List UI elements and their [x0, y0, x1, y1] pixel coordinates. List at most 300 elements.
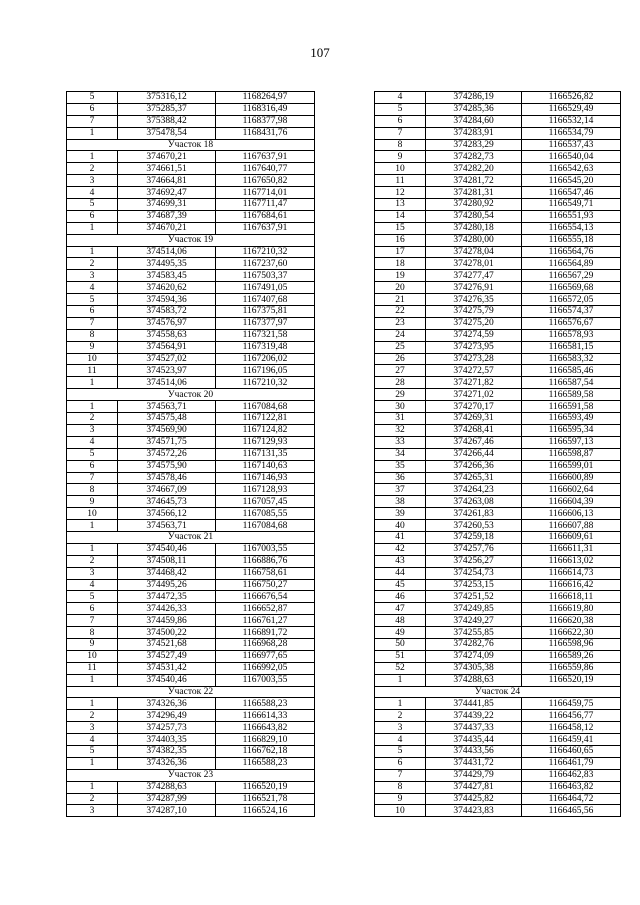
- y-coordinate: 1166609,61: [522, 531, 621, 543]
- x-coordinate: 374468,42: [118, 567, 216, 579]
- table-row: [375, 734, 621, 746]
- point-number: 8: [67, 627, 118, 639]
- point-number: 1: [67, 543, 118, 555]
- x-coordinate: 374527,49: [118, 650, 216, 662]
- table-row: [375, 282, 621, 294]
- point-number: 46: [375, 591, 426, 603]
- x-coordinate: 374620,62: [118, 282, 216, 294]
- table-row: [375, 496, 621, 508]
- section-header-row: [375, 686, 621, 698]
- y-coordinate: 1166607,88: [522, 520, 621, 532]
- table-row: [375, 377, 621, 389]
- point-number: 4: [67, 734, 118, 746]
- x-coordinate: 374441,85: [426, 698, 522, 710]
- point-number: 4: [67, 436, 118, 448]
- y-coordinate: 1166554,13: [522, 222, 621, 234]
- table-row: [67, 115, 315, 127]
- y-coordinate: 1166611,31: [522, 543, 621, 555]
- y-coordinate: 1166591,58: [522, 401, 621, 413]
- point-number: 20: [375, 282, 426, 294]
- x-coordinate: 375388,42: [118, 115, 216, 127]
- point-number: 10: [375, 805, 426, 817]
- point-number: 26: [375, 353, 426, 365]
- x-coordinate: 374271,02: [426, 389, 522, 401]
- point-number: 42: [375, 543, 426, 555]
- table-row: [375, 627, 621, 639]
- x-coordinate: 375285,37: [118, 103, 216, 115]
- table-row: [67, 698, 315, 710]
- x-coordinate: 374426,33: [118, 603, 216, 615]
- x-coordinate: 374566,12: [118, 508, 216, 520]
- x-coordinate: 374275,20: [426, 317, 522, 329]
- table-row: [67, 210, 315, 222]
- y-coordinate: 1167637,91: [216, 151, 315, 163]
- table-row: [375, 555, 621, 567]
- y-coordinate: 1166555,18: [522, 234, 621, 246]
- y-coordinate: 1166613,02: [522, 555, 621, 567]
- point-number: 48: [375, 615, 426, 627]
- x-coordinate: 374523,97: [118, 365, 216, 377]
- y-coordinate: 1166459,75: [522, 698, 621, 710]
- y-coordinate: 1167084,68: [216, 520, 315, 532]
- table-row: [67, 472, 315, 484]
- x-coordinate: 374275,79: [426, 306, 522, 318]
- table-row: [67, 199, 315, 211]
- y-coordinate: 1167684,61: [216, 210, 315, 222]
- point-number: 9: [67, 496, 118, 508]
- x-coordinate: 374270,17: [426, 401, 522, 413]
- x-coordinate: 374670,21: [118, 151, 216, 163]
- table-row: [67, 163, 315, 175]
- point-number: 35: [375, 460, 426, 472]
- table-row: [67, 496, 315, 508]
- x-coordinate: 374254,73: [426, 567, 522, 579]
- point-number: 5: [67, 448, 118, 460]
- point-number: 18: [375, 258, 426, 270]
- y-coordinate: 1166619,80: [522, 603, 621, 615]
- table-row: [67, 508, 315, 520]
- x-coordinate: 374569,90: [118, 424, 216, 436]
- x-coordinate: 374274,59: [426, 329, 522, 341]
- table-row: [375, 413, 621, 425]
- point-number: 7: [67, 472, 118, 484]
- table-row: [67, 436, 315, 448]
- x-coordinate: 374266,36: [426, 460, 522, 472]
- point-number: 29: [375, 389, 426, 401]
- point-number: 37: [375, 484, 426, 496]
- x-coordinate: 374437,33: [426, 722, 522, 734]
- table-row: [67, 662, 315, 674]
- x-coordinate: 374423,83: [426, 805, 522, 817]
- table-row: [67, 365, 315, 377]
- table-row: [67, 543, 315, 555]
- y-coordinate: 1166459,41: [522, 734, 621, 746]
- point-number: 1: [67, 757, 118, 769]
- table-row: [67, 805, 315, 817]
- point-number: 10: [67, 508, 118, 520]
- y-coordinate: 1166534,79: [522, 127, 621, 139]
- x-coordinate: 374276,35: [426, 294, 522, 306]
- table-row: [375, 710, 621, 722]
- table-row: [375, 805, 621, 817]
- x-coordinate: 374288,63: [118, 781, 216, 793]
- point-number: 45: [375, 579, 426, 591]
- x-coordinate: 374283,91: [426, 127, 522, 139]
- point-number: 43: [375, 555, 426, 567]
- table-row: [67, 258, 315, 270]
- point-number: 4: [67, 282, 118, 294]
- y-coordinate: 1166829,10: [216, 734, 315, 746]
- y-coordinate: 1167084,68: [216, 401, 315, 413]
- point-number: 1: [67, 674, 118, 686]
- table-row: [375, 115, 621, 127]
- y-coordinate: 1166572,05: [522, 294, 621, 306]
- table-row: [67, 781, 315, 793]
- y-coordinate: 1166540,04: [522, 151, 621, 163]
- x-coordinate: 374664,81: [118, 175, 216, 187]
- x-coordinate: 374273,28: [426, 353, 522, 365]
- x-coordinate: 374326,36: [118, 698, 216, 710]
- table-row: [375, 222, 621, 234]
- x-coordinate: 374571,75: [118, 436, 216, 448]
- y-coordinate: 1166600,89: [522, 472, 621, 484]
- x-coordinate: 374267,46: [426, 436, 522, 448]
- point-number: 1: [67, 520, 118, 532]
- point-number: 5: [67, 92, 118, 104]
- point-number: 3: [67, 722, 118, 734]
- y-coordinate: 1166599,01: [522, 460, 621, 472]
- y-coordinate: 1166589,58: [522, 389, 621, 401]
- table-row: [67, 591, 315, 603]
- table-row: [375, 127, 621, 139]
- table-row: [375, 424, 621, 436]
- y-coordinate: 1167637,91: [216, 222, 315, 234]
- table-row: [67, 329, 315, 341]
- x-coordinate: 374575,48: [118, 413, 216, 425]
- y-coordinate: 1166886,76: [216, 555, 315, 567]
- x-coordinate: 374459,86: [118, 615, 216, 627]
- y-coordinate: 1168316,49: [216, 103, 315, 115]
- x-coordinate: 374558,63: [118, 329, 216, 341]
- table-row: [67, 341, 315, 353]
- section-header-row: [67, 139, 315, 151]
- x-coordinate: 374687,39: [118, 210, 216, 222]
- table-row: [375, 520, 621, 532]
- x-coordinate: 374583,45: [118, 270, 216, 282]
- table-row: [375, 306, 621, 318]
- table-row: [67, 603, 315, 615]
- x-coordinate: 374692,47: [118, 187, 216, 199]
- y-coordinate: 1167210,32: [216, 246, 315, 258]
- point-number: 16: [375, 234, 426, 246]
- y-coordinate: 1166595,34: [522, 424, 621, 436]
- point-number: 2: [67, 413, 118, 425]
- table-row: [375, 579, 621, 591]
- x-coordinate: 374274,09: [426, 650, 522, 662]
- y-coordinate: 1166549,71: [522, 199, 621, 211]
- x-coordinate: 374521,68: [118, 638, 216, 650]
- y-coordinate: 1166616,42: [522, 579, 621, 591]
- y-coordinate: 1166583,32: [522, 353, 621, 365]
- table-row: [375, 187, 621, 199]
- point-number: 7: [375, 127, 426, 139]
- section-header-row: [67, 531, 315, 543]
- point-number: 3: [67, 805, 118, 817]
- table-row: [67, 793, 315, 805]
- table-row: [67, 424, 315, 436]
- x-coordinate: 374283,29: [426, 139, 522, 151]
- table-row: [67, 401, 315, 413]
- table-row: [375, 769, 621, 781]
- section-title: Участок 19: [67, 234, 315, 246]
- point-number: 28: [375, 377, 426, 389]
- point-number: 6: [67, 603, 118, 615]
- point-number: 4: [67, 579, 118, 591]
- y-coordinate: 1166614,73: [522, 567, 621, 579]
- point-number: 1: [67, 222, 118, 234]
- x-coordinate: 374472,35: [118, 591, 216, 603]
- point-number: 11: [67, 365, 118, 377]
- x-coordinate: 374257,73: [118, 722, 216, 734]
- table-row: [375, 722, 621, 734]
- point-number: 49: [375, 627, 426, 639]
- table-row: [67, 306, 315, 318]
- point-number: 23: [375, 317, 426, 329]
- point-number: 4: [375, 734, 426, 746]
- x-coordinate: 374281,31: [426, 187, 522, 199]
- table-row: [375, 234, 621, 246]
- x-coordinate: 374670,21: [118, 222, 216, 234]
- x-coordinate: 374253,15: [426, 579, 522, 591]
- y-coordinate: 1166578,93: [522, 329, 621, 341]
- point-number: 5: [375, 103, 426, 115]
- y-coordinate: 1166461,79: [522, 757, 621, 769]
- section-title: Участок 18: [67, 139, 315, 151]
- y-coordinate: 1167503,37: [216, 270, 315, 282]
- point-number: 1: [67, 377, 118, 389]
- y-coordinate: 1167057,45: [216, 496, 315, 508]
- y-coordinate: 1166977,65: [216, 650, 315, 662]
- x-coordinate: 374527,02: [118, 353, 216, 365]
- point-number: 7: [375, 769, 426, 781]
- point-number: 5: [67, 294, 118, 306]
- point-number: 8: [375, 139, 426, 151]
- point-number: 19: [375, 270, 426, 282]
- x-coordinate: 374260,53: [426, 520, 522, 532]
- x-coordinate: 374433,56: [426, 745, 522, 757]
- point-number: 2: [67, 258, 118, 270]
- section-title: Участок 23: [67, 769, 315, 781]
- table-row: [375, 781, 621, 793]
- table-row: [375, 472, 621, 484]
- y-coordinate: 1167196,05: [216, 365, 315, 377]
- x-coordinate: 374661,51: [118, 163, 216, 175]
- y-coordinate: 1166458,12: [522, 722, 621, 734]
- section-header-row: [67, 234, 315, 246]
- table-row: [67, 187, 315, 199]
- y-coordinate: 1166614,33: [216, 710, 315, 722]
- x-coordinate: 375316,12: [118, 92, 216, 104]
- x-coordinate: 374249,85: [426, 603, 522, 615]
- x-coordinate: 374699,31: [118, 199, 216, 211]
- x-coordinate: 374280,54: [426, 210, 522, 222]
- x-coordinate: 374257,76: [426, 543, 522, 555]
- table-row: [67, 317, 315, 329]
- y-coordinate: 1166643,82: [216, 722, 315, 734]
- y-coordinate: 1166581,15: [522, 341, 621, 353]
- y-coordinate: 1167146,93: [216, 472, 315, 484]
- table-row: [67, 650, 315, 662]
- y-coordinate: 1166462,83: [522, 769, 621, 781]
- point-number: 9: [67, 341, 118, 353]
- x-coordinate: 374282,73: [426, 151, 522, 163]
- point-number: 25: [375, 341, 426, 353]
- y-coordinate: 1166606,13: [522, 508, 621, 520]
- y-coordinate: 1166593,49: [522, 413, 621, 425]
- table-row: [375, 389, 621, 401]
- point-number: 2: [67, 163, 118, 175]
- y-coordinate: 1167714,01: [216, 187, 315, 199]
- table-row: [375, 401, 621, 413]
- x-coordinate: 374563,71: [118, 401, 216, 413]
- y-coordinate: 1166597,13: [522, 436, 621, 448]
- table-row: [375, 638, 621, 650]
- table-row: [375, 175, 621, 187]
- y-coordinate: 1166588,23: [216, 757, 315, 769]
- point-number: 3: [375, 722, 426, 734]
- point-number: 2: [67, 555, 118, 567]
- point-number: 33: [375, 436, 426, 448]
- x-coordinate: 374531,42: [118, 662, 216, 674]
- table-row: [375, 329, 621, 341]
- x-coordinate: 375478,54: [118, 127, 216, 139]
- table-row: [375, 317, 621, 329]
- x-coordinate: 374278,04: [426, 246, 522, 258]
- y-coordinate: 1167210,32: [216, 377, 315, 389]
- table-row: [375, 294, 621, 306]
- x-coordinate: 374280,00: [426, 234, 522, 246]
- x-coordinate: 374269,31: [426, 413, 522, 425]
- x-coordinate: 374287,10: [118, 805, 216, 817]
- table-row: [67, 448, 315, 460]
- y-coordinate: 1166750,27: [216, 579, 315, 591]
- table-row: [67, 92, 315, 104]
- x-coordinate: 374305,38: [426, 662, 522, 674]
- point-number: 9: [67, 638, 118, 650]
- y-coordinate: 1167321,58: [216, 329, 315, 341]
- y-coordinate: 1166456,77: [522, 710, 621, 722]
- point-number: 17: [375, 246, 426, 258]
- point-number: 6: [67, 210, 118, 222]
- y-coordinate: 1167407,68: [216, 294, 315, 306]
- x-coordinate: 374276,91: [426, 282, 522, 294]
- point-number: 1: [67, 151, 118, 163]
- y-coordinate: 1166576,67: [522, 317, 621, 329]
- y-coordinate: 1166520,19: [522, 674, 621, 686]
- table-row: [375, 270, 621, 282]
- point-number: 6: [67, 306, 118, 318]
- point-number: 22: [375, 306, 426, 318]
- point-number: 7: [67, 115, 118, 127]
- y-coordinate: 1166622,30: [522, 627, 621, 639]
- point-number: 51: [375, 650, 426, 662]
- y-coordinate: 1166520,19: [216, 781, 315, 793]
- point-number: 15: [375, 222, 426, 234]
- x-coordinate: 374439,22: [426, 710, 522, 722]
- table-row: [375, 436, 621, 448]
- y-coordinate: 1166761,27: [216, 615, 315, 627]
- y-coordinate: 1167003,55: [216, 543, 315, 555]
- point-number: 9: [375, 793, 426, 805]
- point-number: 8: [67, 484, 118, 496]
- point-number: 12: [375, 187, 426, 199]
- x-coordinate: 374500,22: [118, 627, 216, 639]
- y-coordinate: 1166460,65: [522, 745, 621, 757]
- point-number: 4: [375, 92, 426, 104]
- table-row: [375, 543, 621, 555]
- x-coordinate: 374288,63: [426, 674, 522, 686]
- x-coordinate: 374272,57: [426, 365, 522, 377]
- x-coordinate: 374281,72: [426, 175, 522, 187]
- point-number: 2: [67, 793, 118, 805]
- page-number: 107: [310, 45, 330, 60]
- y-coordinate: 1166537,43: [522, 139, 621, 151]
- point-number: 10: [375, 163, 426, 175]
- section-header-row: [67, 686, 315, 698]
- y-coordinate: 1166992,05: [216, 662, 315, 674]
- y-coordinate: 1166604,39: [522, 496, 621, 508]
- x-coordinate: 374251,52: [426, 591, 522, 603]
- y-coordinate: 1166652,87: [216, 603, 315, 615]
- y-coordinate: 1166602,64: [522, 484, 621, 496]
- point-number: 11: [67, 662, 118, 674]
- point-number: 5: [67, 745, 118, 757]
- x-coordinate: 374296,49: [118, 710, 216, 722]
- table-row: [375, 508, 621, 520]
- table-row: [67, 745, 315, 757]
- y-coordinate: 1167128,93: [216, 484, 315, 496]
- table-row: [375, 662, 621, 674]
- table-row: [67, 757, 315, 769]
- table-row: [67, 127, 315, 139]
- x-coordinate: 374427,81: [426, 781, 522, 793]
- y-coordinate: 1166465,56: [522, 805, 621, 817]
- table-row: [67, 222, 315, 234]
- table-row: [67, 638, 315, 650]
- y-coordinate: 1166968,28: [216, 638, 315, 650]
- y-coordinate: 1167640,77: [216, 163, 315, 175]
- point-number: 9: [375, 151, 426, 163]
- point-number: 40: [375, 520, 426, 532]
- x-coordinate: 374261,83: [426, 508, 522, 520]
- y-coordinate: 1166559,86: [522, 662, 621, 674]
- y-coordinate: 1168431,76: [216, 127, 315, 139]
- x-coordinate: 374282,76: [426, 638, 522, 650]
- y-coordinate: 1168377,98: [216, 115, 315, 127]
- point-number: 27: [375, 365, 426, 377]
- x-coordinate: 374578,46: [118, 472, 216, 484]
- y-coordinate: 1167491,05: [216, 282, 315, 294]
- point-number: 5: [67, 591, 118, 603]
- point-number: 44: [375, 567, 426, 579]
- point-number: 1: [375, 698, 426, 710]
- x-coordinate: 374282,20: [426, 163, 522, 175]
- table-row: [67, 151, 315, 163]
- x-coordinate: 374263,08: [426, 496, 522, 508]
- x-coordinate: 374495,26: [118, 579, 216, 591]
- table-row: [67, 722, 315, 734]
- y-coordinate: 1166524,16: [216, 805, 315, 817]
